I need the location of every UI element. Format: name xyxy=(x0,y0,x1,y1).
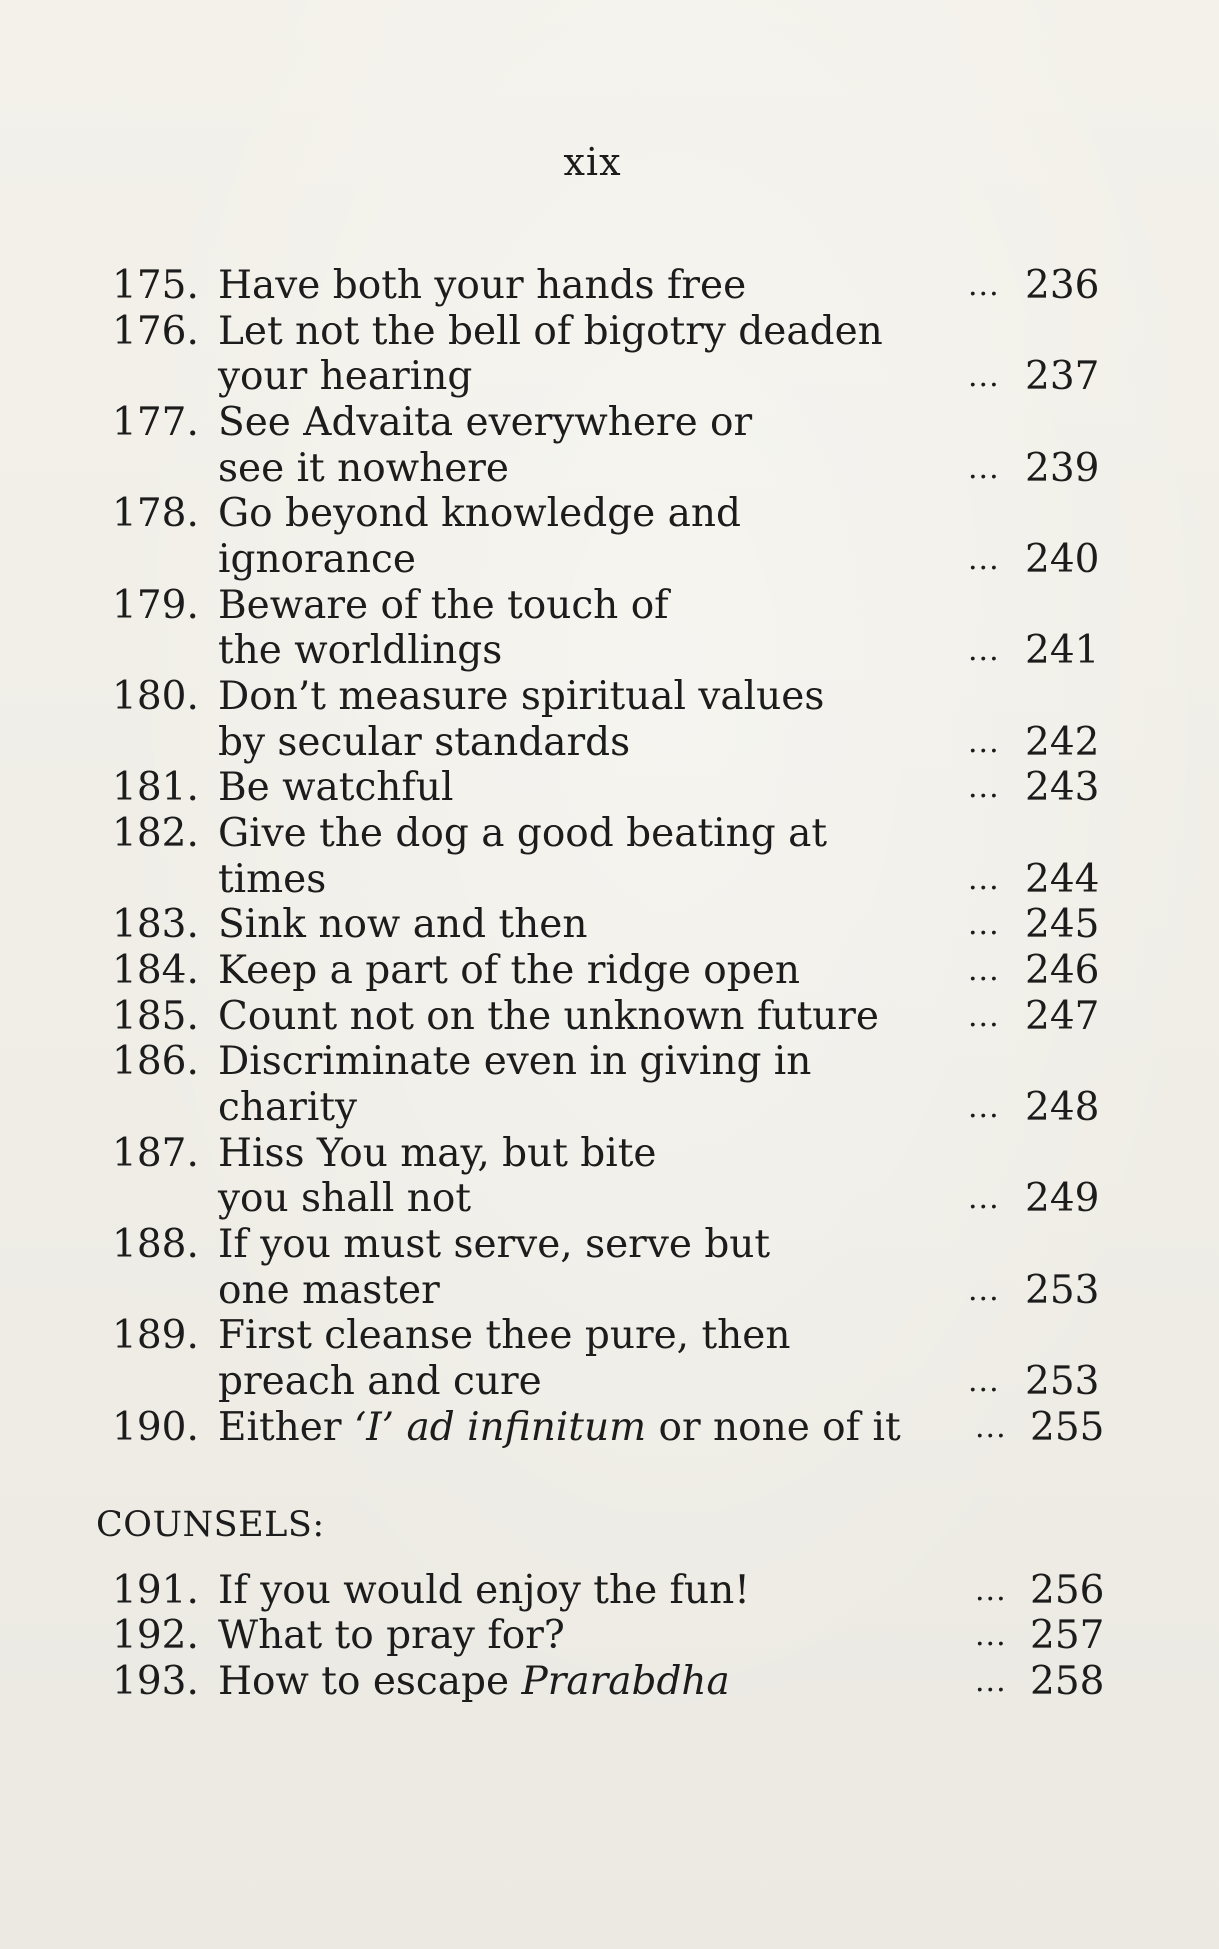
entry-title: Be watchful xyxy=(218,765,454,810)
entry-title-plain: How to escape xyxy=(218,1659,510,1704)
dot-leader: ... xyxy=(968,542,1000,577)
entry-number: 183. xyxy=(112,902,199,947)
entry-title-line-1: Hiss You may, but bite xyxy=(218,1131,657,1176)
entry-title xyxy=(218,1405,901,1451)
dot-leader: ... xyxy=(975,1664,1007,1699)
entry-title: Keep a part of the ridge open xyxy=(218,948,800,993)
entry-title-line-2: ignorance xyxy=(218,537,416,582)
dot-leader: ... xyxy=(968,907,1000,942)
entry-page: 257 xyxy=(1030,1613,1105,1658)
dot-leader: ... xyxy=(975,1573,1007,1608)
entry-title: Have both your hands free xyxy=(218,263,747,308)
entry-page: 255 xyxy=(1030,1405,1105,1450)
dot-leader: ... xyxy=(968,1273,1000,1308)
dot-leader: ... xyxy=(968,1090,1000,1125)
entry-title-line-1: Beware of the touch of xyxy=(218,583,669,628)
entry-title-italic: ‘I’ ad infinitum xyxy=(353,1405,647,1450)
dot-leader: ... xyxy=(968,268,1000,303)
dot-leader: ... xyxy=(975,1410,1007,1445)
entry-title: If you would enjoy the fun! xyxy=(218,1568,750,1613)
entry-page: 256 xyxy=(1030,1568,1105,1613)
entry-number: 191. xyxy=(112,1568,199,1613)
entry-page: 237 xyxy=(1025,354,1100,399)
entry-title-line-1: First cleanse thee pure, then xyxy=(218,1313,791,1358)
entry-title-line-1: Don’t measure spiritual values xyxy=(218,674,825,719)
dot-leader: ... xyxy=(968,862,1000,897)
page-number: xix xyxy=(563,140,622,184)
entry-title-line-2: the worldlings xyxy=(218,628,503,673)
entry-title: Count not on the unknown future xyxy=(218,994,879,1039)
dot-leader: ... xyxy=(968,725,1000,760)
entry-page: 242 xyxy=(1025,720,1100,765)
entry-number: 193. xyxy=(112,1659,199,1704)
entry-page: 243 xyxy=(1025,765,1100,810)
entry-number: 187. xyxy=(112,1131,199,1176)
entry-title-line-2: see it nowhere xyxy=(218,446,510,491)
entry-title-line-2: you shall not xyxy=(218,1176,472,1221)
dot-leader: ... xyxy=(968,633,1000,668)
entry-title-line-1: Discriminate even in giving in xyxy=(218,1039,812,1084)
entry-number: 175. xyxy=(112,263,199,308)
entry-number: 186. xyxy=(112,1039,199,1084)
entry-title-line-1: If you must serve, serve but xyxy=(218,1222,771,1267)
dot-leader: ... xyxy=(968,770,1000,805)
entry-title-line-1: See Advaita everywhere or xyxy=(218,400,753,445)
entry-title: Sink now and then xyxy=(218,902,588,947)
entry-page: 241 xyxy=(1025,628,1100,673)
entry-title-line-2: one master xyxy=(218,1268,440,1313)
entry-title-line-2: charity xyxy=(218,1085,358,1130)
entry-number: 189. xyxy=(112,1313,199,1358)
entry-number: 180. xyxy=(112,674,199,719)
entry-page: 258 xyxy=(1030,1659,1105,1704)
entry-title-part-3: or none of it xyxy=(658,1405,901,1450)
entry-number: 179. xyxy=(112,583,199,628)
entry-number: 190. xyxy=(112,1405,199,1450)
entry-page: 236 xyxy=(1025,263,1100,308)
entry-number: 182. xyxy=(112,811,199,856)
entry-page: 253 xyxy=(1025,1268,1100,1313)
section-heading-counsels: COUNSELS: xyxy=(96,1505,325,1545)
entry-number: 188. xyxy=(112,1222,199,1267)
dot-leader: ... xyxy=(968,999,1000,1034)
entry-number: 177. xyxy=(112,400,199,445)
entry-title-line-1: Give the dog a good beating at xyxy=(218,811,827,856)
entry-title-line-2: times xyxy=(218,857,327,902)
entry-title-line-2: your hearing xyxy=(218,354,473,399)
entry-number: 176. xyxy=(112,309,199,354)
entry-page: 253 xyxy=(1025,1359,1100,1404)
dot-leader: ... xyxy=(968,953,1000,988)
dot-leader: ... xyxy=(975,1618,1007,1653)
entry-page: 249 xyxy=(1025,1176,1100,1221)
entry-page: 239 xyxy=(1025,446,1100,491)
entry-number: 178. xyxy=(112,491,199,536)
entry-page: 240 xyxy=(1025,537,1100,582)
entry-page: 244 xyxy=(1025,857,1100,902)
entry-page: 247 xyxy=(1025,994,1100,1039)
entry-title xyxy=(218,1659,730,1705)
dot-leader: ... xyxy=(968,451,1000,486)
entry-title-line-1: Let not the bell of bigotry deaden xyxy=(218,309,883,354)
entry-title-line-1: Go beyond knowledge and xyxy=(218,491,741,536)
entry-title: What to pray for? xyxy=(218,1613,565,1658)
dot-leader: ... xyxy=(968,1181,1000,1216)
entry-title-line-2: by secular standards xyxy=(218,720,631,765)
entry-title-part-1: Either xyxy=(218,1405,342,1450)
entry-number: 181. xyxy=(112,765,199,810)
entry-page: 246 xyxy=(1025,948,1100,993)
entry-number: 192. xyxy=(112,1613,199,1658)
entry-title-line-2: preach and cure xyxy=(218,1359,542,1404)
dot-leader: ... xyxy=(968,359,1000,394)
entry-number: 185. xyxy=(112,994,199,1039)
entry-title-italic: Prarabdha xyxy=(521,1659,730,1704)
entry-page: 248 xyxy=(1025,1085,1100,1130)
entry-number: 184. xyxy=(112,948,199,993)
dot-leader: ... xyxy=(968,1364,1000,1399)
entry-page: 245 xyxy=(1025,902,1100,947)
